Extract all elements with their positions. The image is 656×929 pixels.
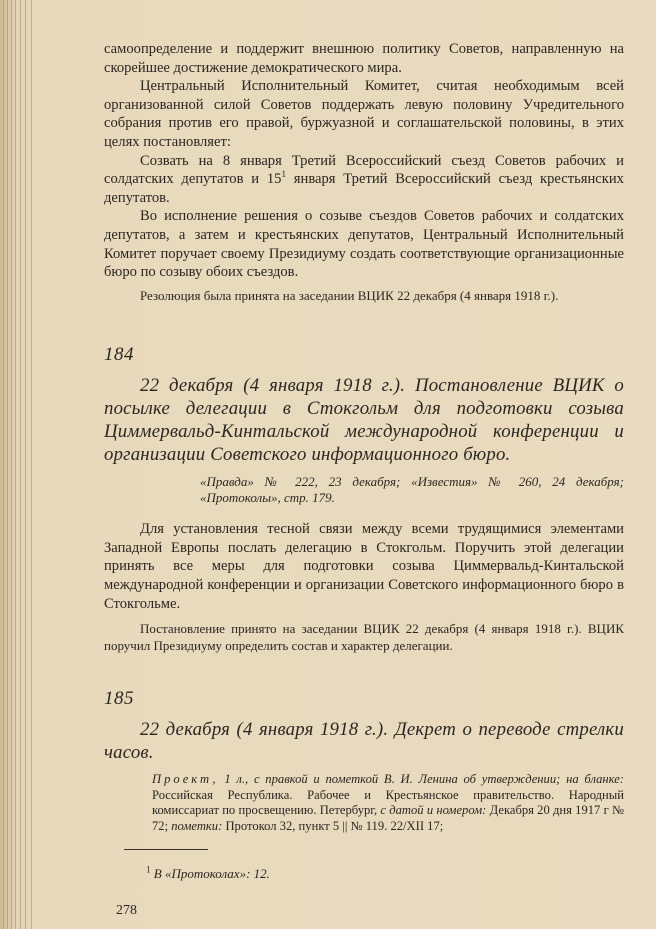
resolution-note: Резолюция была принята на заседании ВЦИК 22 декабря (4 января 1918 г.). [140, 287, 559, 303]
source-word: Проект, [152, 772, 219, 787]
document-body-184: Для установления тесной связи между всеми трудящимися элементами Западной Европы послать делегацию в Стокгольм. Поручить этой делегации принять все меры для подготовки созыва Циммервальд-Кинтальской международной конференции и организации Советского информационного бюро в Стокгольме. [104, 521, 624, 612]
page-number: 278 [116, 902, 137, 918]
document-source-184: «Правда» № 222, 23 декабря; «Известия» № 260, 24 декабря; «Протоколы», стр. 179. [200, 474, 624, 506]
source-italic-2: с датой и номером: [380, 803, 490, 818]
paragraph-congress [104, 152, 624, 208]
page-stack-edge [31, 0, 32, 929]
source-plain-2: Декабря 20 дня 1917 г № 72; [152, 803, 624, 833]
footnote-text: В «Протоколах»: 12. [153, 865, 270, 881]
page-content [104, 40, 624, 920]
source-plain-3: Протокол 32, пункт 5 || № 119. 22/XII 17; [225, 818, 444, 833]
page-stack-edge [15, 0, 16, 929]
paragraph-resolution: Центральный Исполнительный Комитет, считая необходимым всей организованной силой Советов поддержать левую половину Учредительного собрания против его правой, буржуазной и соглашательской половины, в этих целях постановляет: [104, 78, 624, 150]
source-plain-1: Российская Республика. Рабочее и Крестьянское правительство. Народный комиссариат по просвещению. Петербург, [152, 787, 624, 818]
document-number-184: 184 [104, 344, 134, 366]
page-stack-edge [20, 0, 21, 929]
document-note-184: Постановление принято на заседании ВЦИК 22 декабря (4 января 1918 г.). ВЦИК поручил Президиуму определить состав и характер делегации. [104, 621, 624, 653]
page-stack-edge [3, 0, 4, 929]
source-italic-1: 1 л., с правкой и пометкой В. И. Ленина об утверждении; на бланке: [218, 772, 624, 787]
paragraph-execution: Во исполнение решения о созыве съездов Советов рабочих и солдатских депутатов, а затем и крестьянских депутатов, Центральный Исполнительный Комитет поручает своему Президиуму создать соответствующие организационные бюро по созыву обоих съездов. [104, 208, 624, 281]
page-stack-edge [25, 0, 26, 929]
footnote-marker: 1 [281, 169, 286, 180]
paragraph-congress-part-2: января Третий Всероссийский съезд крестьянских депутатов. [104, 171, 624, 206]
paragraph-continuation: самоопределение и поддержит внешнюю политику Советов, направленную на скорейшее достижение демократического мира. [104, 41, 624, 76]
footnote-number: 1 [146, 864, 151, 875]
page-stack-edge [7, 0, 8, 929]
page-stack-edge [11, 0, 12, 929]
document-title-185: 22 декабря (4 января 1918 г.). Декрет о переводе стрелки часов. [104, 719, 624, 764]
document-source-185 [152, 772, 624, 834]
source-italic-3: пометки: [171, 818, 226, 833]
document-title-184: 22 декабря (4 января 1918 г.). Постановление ВЦИК о посылке делегации в Стокгольм для подготовки созыва Циммервальд-Кинтальской международной конференции и организации Советского информационного бюро. [104, 375, 624, 466]
footnote [146, 866, 624, 882]
document-number-185: 185 [104, 688, 134, 710]
paragraph-congress-part-1: Созвать на 8 января Третий Всероссийский съезд Советов рабочих и солдатских депутатов и 15 [104, 152, 624, 188]
